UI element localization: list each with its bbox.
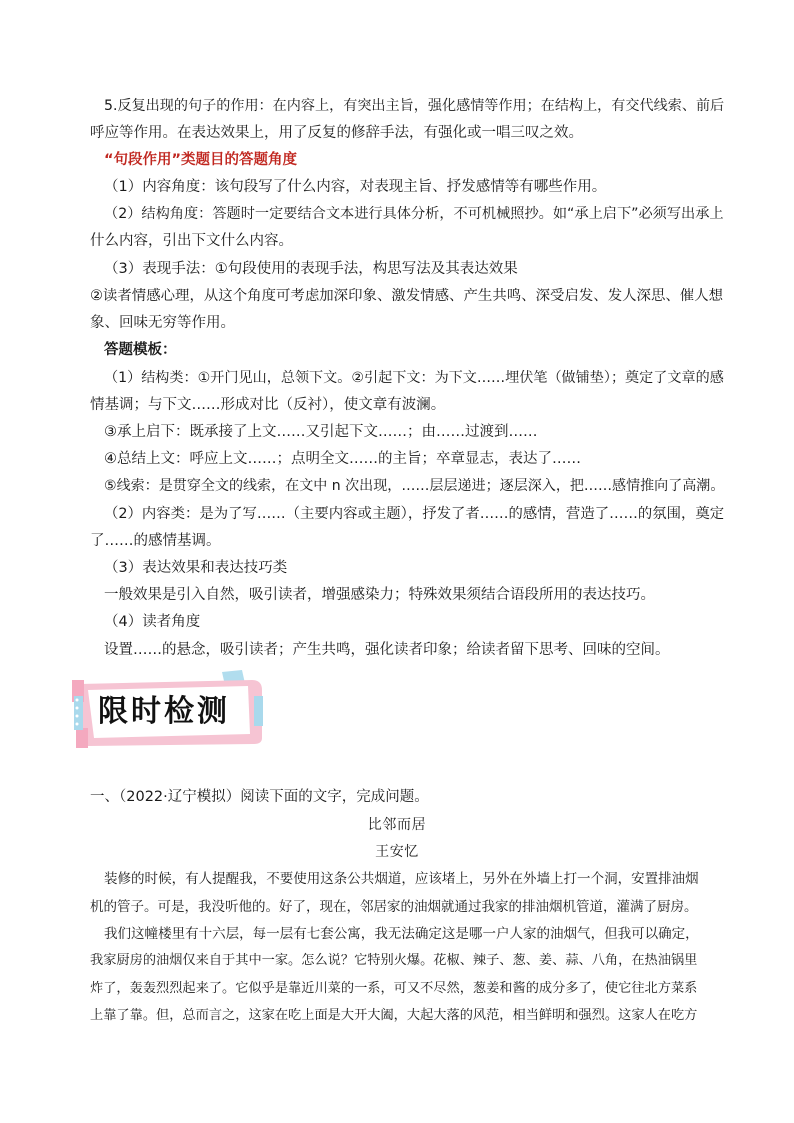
- article-line-3: 我们这幢楼里有十六层，每一层有七套公寓，我无法确定这是哪一户人家的油烟气，但我可以确定，: [104, 926, 699, 942]
- article-line-1: 装修的时候，有人提醒我，不要使用这条公共烟道，应该堵上，另外在外墙上打一个洞，安置排油烟: [104, 871, 699, 887]
- article-line-2: 机的管子。可是，我没听他的。好了，现在，邻居家的油烟就通过我家的排油烟机管道，灌满了厨房。: [90, 899, 698, 915]
- article-line-5: 炸了，轰轰烈烈起来了。它似乎是靠近川菜的一系，可又不尽然，葱姜和酱的成分多了，使它往北方菜系: [90, 981, 698, 996]
- template-line-5: ⑤线索：是贯穿全文的线索，在文中 n 次出现，……层层递进；逐层深入，把……感情推向了高潮。: [104, 478, 725, 494]
- section-heading-template: 答题模板：: [104, 342, 177, 358]
- tip-line-5: 什么内容，引出下文什么内容。: [90, 233, 293, 249]
- article-line-6: 上靠了靠。但，总而言之，这家在吃上面是大开大阖，大起大落的风范，相当鲜明和强烈。这家人在吃方: [90, 1008, 698, 1023]
- tip-line-2: 呼应等作用。在表达效果上，用了反复的修辞手法，有强化或一唱三叹之效。: [90, 125, 583, 141]
- tip-line-4: （2）结构角度：答题时一定要结合文本进行具体分析，不可机械照抄。如“承上启下”必须写出承上: [104, 206, 724, 222]
- article-author: 王安忆: [375, 844, 419, 860]
- template-line-11: 设置……的悬念，吸引读者；产生共鸣，强化读者印象；给读者留下思考、回味的空间。: [104, 642, 670, 658]
- question-intro: 一、（2022·辽宁模拟）阅读下面的文字，完成问题。: [90, 789, 429, 805]
- article-line-4: 我家厨房的油烟仅来自于其中一家。怎么说？它特别火爆。花椒、辣子、葱、姜、蒜、八角，在热油锅里: [90, 953, 698, 968]
- template-line-4: ④总结上文：呼应上文……；点明全文……的主旨；卒章显志，表达了……: [104, 451, 581, 467]
- template-line-2: 情基调；与下文……形成对比（反衬），使文章有波澜。: [90, 397, 446, 413]
- section-heading-angle: “句段作用”类题目的答题角度: [104, 152, 298, 168]
- template-line-3: ③承上启下：既承接了上文……又引起下文……；由……过渡到……: [104, 424, 538, 440]
- template-line-8: （3）表达效果和表达技巧类: [104, 560, 288, 576]
- tip-line-8: 象、回味无穷等作用。: [90, 315, 235, 331]
- tip-line-1: 5.反复出现的句子的作用：在内容上，有突出主旨，强化感情等作用；在结构上，有交代线索、前后: [104, 98, 725, 114]
- template-line-9: 一般效果是引入自然，吸引读者，增强感染力；特殊效果须结合语段所用的表达技巧。: [104, 587, 655, 603]
- tip-line-3: （1）内容角度：该句段写了什么内容，对表现主旨、抒发感情等有哪些作用。: [104, 179, 607, 195]
- template-line-7: 了……的感情基调。: [90, 533, 221, 549]
- template-line-6: （2）内容类：是为了写……（主要内容或主题），抒发了者……的感情，营造了……的氛围，奠定: [104, 506, 725, 522]
- section-banner-title: 限时检测: [98, 694, 230, 729]
- tip-line-6: （3）表现手法：①句段使用的表现手法，构思写法及其表达效果: [104, 261, 518, 277]
- article-title: 比邻而居: [367, 817, 427, 833]
- tip-line-7: ②读者情感心理，从这个角度可考虑加深印象、激发情感、产生共鸣、深受启发、发人深思、催人想: [90, 288, 724, 304]
- template-line-10: （4）读者角度: [104, 614, 201, 630]
- template-line-1: （1）结构类：①开门见山，总领下文。②引起下文：为下文……埋伏笔（做铺垫）；奠定了文章的感: [104, 370, 724, 386]
